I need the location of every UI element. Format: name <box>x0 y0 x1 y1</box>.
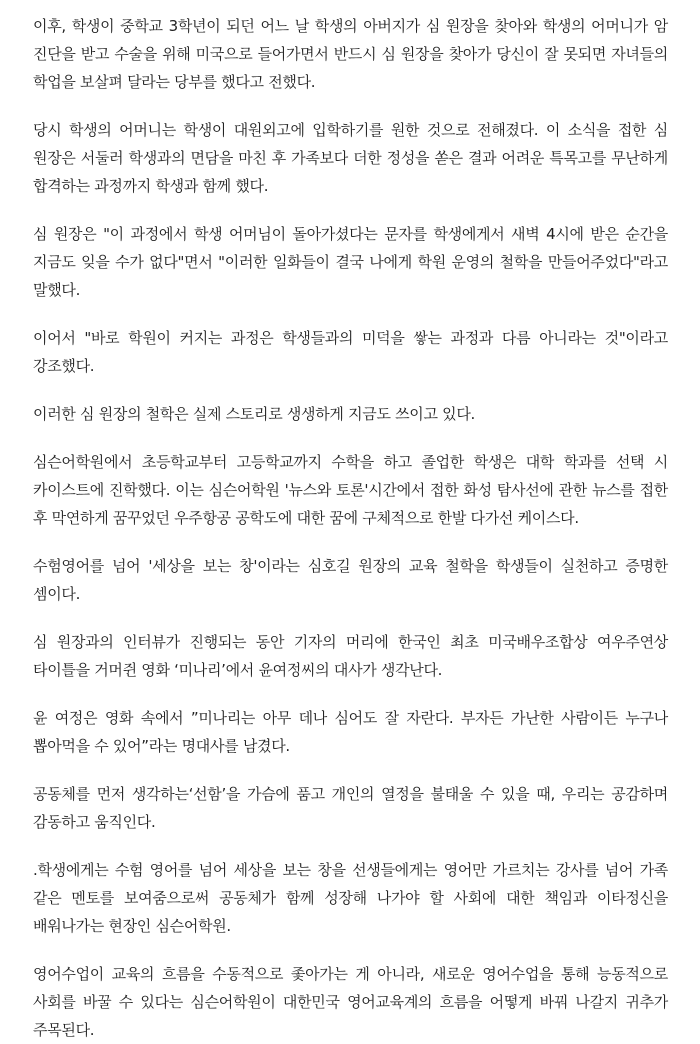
paragraph-11: .학생에게는 수험 영어를 넘어 세상을 보는 창을 선생들에게는 영어만 가르치는 강사를 넘어 가족 같은 멘토를 보여줌으로써 공동체가 함께 성장해 나가야 할 사회에 대한 책임과 이타정신을 배워나가는 현장인 심슨어학원. <box>33 861 668 935</box>
paragraph-2: 당시 학생의 어머니는 학생이 대원외고에 입학하기를 원한 것으로 전해졌다. 이 소식을 접한 심 원장은 서둘러 학생과의 면담을 마친 후 가족보다 더한 정성을 쏟은 결과 어려운 특목고를 무난하게 합격하는 과정까지 학생과 함께 했다. <box>33 121 668 195</box>
paragraph-9: 윤 여정은 영화 속에서 ”미나리는 아무 데나 심어도 잘 자란다. 부자든 가난한 사람이든 누구나 뽑아먹을 수 있어”라는 명대사를 남겼다. <box>33 709 668 755</box>
paragraph-3: 심 원장은 "이 과정에서 학생 어머님이 돌아가셨다는 문자를 학생에게서 새벽 4시에 받은 순간을 지금도 잊을 수가 없다"면서 "이러한 일화들이 결국 나에게 학원 운영의 철학을 만들어주었다"라고 말했다. <box>33 225 668 299</box>
paragraph-5: 이러한 심 원장의 철학은 실제 스토리로 생생하게 지금도 쓰이고 있다. <box>33 405 476 423</box>
paragraph-7: 수험영어를 넘어 '세상을 보는 창'이라는 심호길 원장의 교육 철학을 학생들이 실천하고 증명한 셈이다. <box>33 557 668 603</box>
paragraph-8: 심 원장과의 인터뷰가 진행되는 동안 기자의 머리에 한국인 최초 미국배우조합상 여우주연상 타이틀을 거머쥔 영화 ‘미나리’에서 윤여정씨의 대사가 생각난다. <box>33 633 668 679</box>
paragraph-6: 심슨어학원에서 초등학교부터 고등학교까지 수학을 하고 졸업한 학생은 대학 학과를 선택 시 카이스트에 진학했다. 이는 심슨어학원 '뉴스와 토론'시간에서 접한 화성 탐사선에 관한 뉴스를 접한 후 막연하게 꿈꾸었던 우주항공 공학도에 대한 꿈에 구체적으로 한발 다가선 케이스다. <box>33 453 668 527</box>
paragraph-1: 이후, 학생이 중학교 3학년이 되던 어느 날 학생의 아버지가 심 원장을 찾아와 학생의 어머니가 암 진단을 받고 수술을 위해 미국으로 들어가면서 반드시 심 원장을 찾아가 당신이 잘 못되면 자녀들의 학업을 보살펴 달라는 당부를 했다고 전했다. <box>33 17 668 91</box>
paragraph-4: 이어서 "바로 학원이 커지는 과정은 학생들과의 미덕을 쌓는 과정과 다름 아니라는 것"이라고 강조했다. <box>33 329 668 375</box>
paragraph-10: 공동체를 먼저 생각하는‘선함’을 가슴에 품고 개인의 열정을 불태울 수 있을 때, 우리는 공감하며 감동하고 움직인다. <box>33 785 668 831</box>
paragraph-12: 영어수업이 교육의 흐름을 수동적으로 좇아가는 게 아니라, 새로운 영어수업을 통해 능동적으로 사회를 바꿀 수 있다는 심슨어학원이 대한민국 영어교육계의 흐름을 어떻게 바꿔 나갈지 귀추가 주목된다. <box>33 965 668 1039</box>
